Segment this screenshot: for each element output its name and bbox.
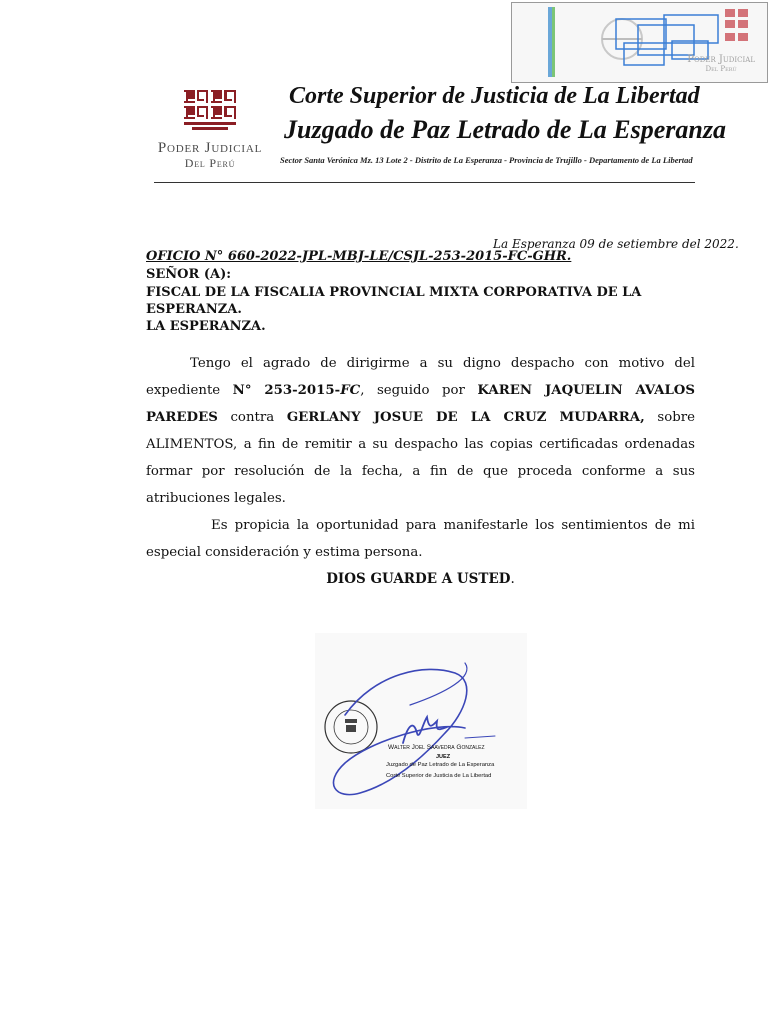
body-line: formar por resolución de la fecha, a fin de que proceda conforme a sus [146,464,695,479]
letter-reference: OFICIO N° 660-2022-JPL-MBJ-LE/CSJL-253-2015-FC-GHR. [146,249,572,264]
body-line [146,404,695,431]
logo-line2: Del Perú [184,156,236,170]
judge-signature [315,633,527,809]
recipient-line1: FISCAL DE LA FISCALIA PROVINCIAL MIXTA CORPORATIVA DE LA [146,285,642,300]
signer-court: Corte Superior de Justicia de La Libertad [386,773,492,779]
defendant-name: GERLANY JOSUE DE LA CRUZ MUDARRA, [286,410,645,425]
case-number: N° 253-2015-FC [232,383,361,398]
body-line: Tengo el agrado de dirigirme a su digno despacho con motivo del [190,356,695,371]
body-line: ALIMENTOS, a fin de remitir a su despacho las copias certificadas ordenadas [146,437,695,452]
court-name: Corte Superior de Justicia de La Libertad [289,83,700,109]
recipient-line3: LA ESPERANZA. [146,319,266,334]
signer-role: JUEZ [436,754,451,760]
body-line [146,377,695,404]
body-text: , seguido por [360,383,478,398]
signer-name: Walter Joel Saavedra Gonzalez [388,744,485,751]
court-office: Juzgado de Paz Letrado de La Esperanza [284,115,726,144]
plaintiff-surname: PAREDES [146,410,218,425]
header-divider [154,182,695,183]
body-line: Es propicia la oportunidad para manifestarle los sentimientos de mi [211,518,695,533]
plaintiff-name: KAREN JAQUELIN AVALOS [477,383,695,398]
watermark-brand-line1: Poder Judicial [687,54,755,65]
recipient-line2: ESPERANZA. [146,302,242,317]
watermark-brand [687,55,755,73]
body-text: expediente [146,383,233,398]
corner-watermark [511,2,768,83]
body-text: contra [217,410,287,425]
salutation: SEÑOR (A): [146,267,232,282]
court-address: Sector Santa Verónica Mz. 13 Lote 2 - Distrito de La Esperanza - Provincia de Trujillo - Departamento de La Libertad [280,155,693,165]
letter-date: La Esperanza 09 de setiembre del 2022. [493,237,739,251]
body-text: sobre [644,410,695,425]
logo-line1: Poder Judicial [157,140,263,156]
poder-judicial-logo [150,88,270,169]
closing-line: DIOS GUARDE A USTED. [326,571,515,587]
body-line: especial consideración y estima persona. [146,545,423,560]
poder-judicial-emblem-icon [182,88,238,134]
signer-office: Juzgado de Paz Letrado de La Esperanza [386,762,495,768]
watermark-brand-line2: Del Perú [705,64,737,73]
body-line: atribuciones legales. [146,491,286,506]
